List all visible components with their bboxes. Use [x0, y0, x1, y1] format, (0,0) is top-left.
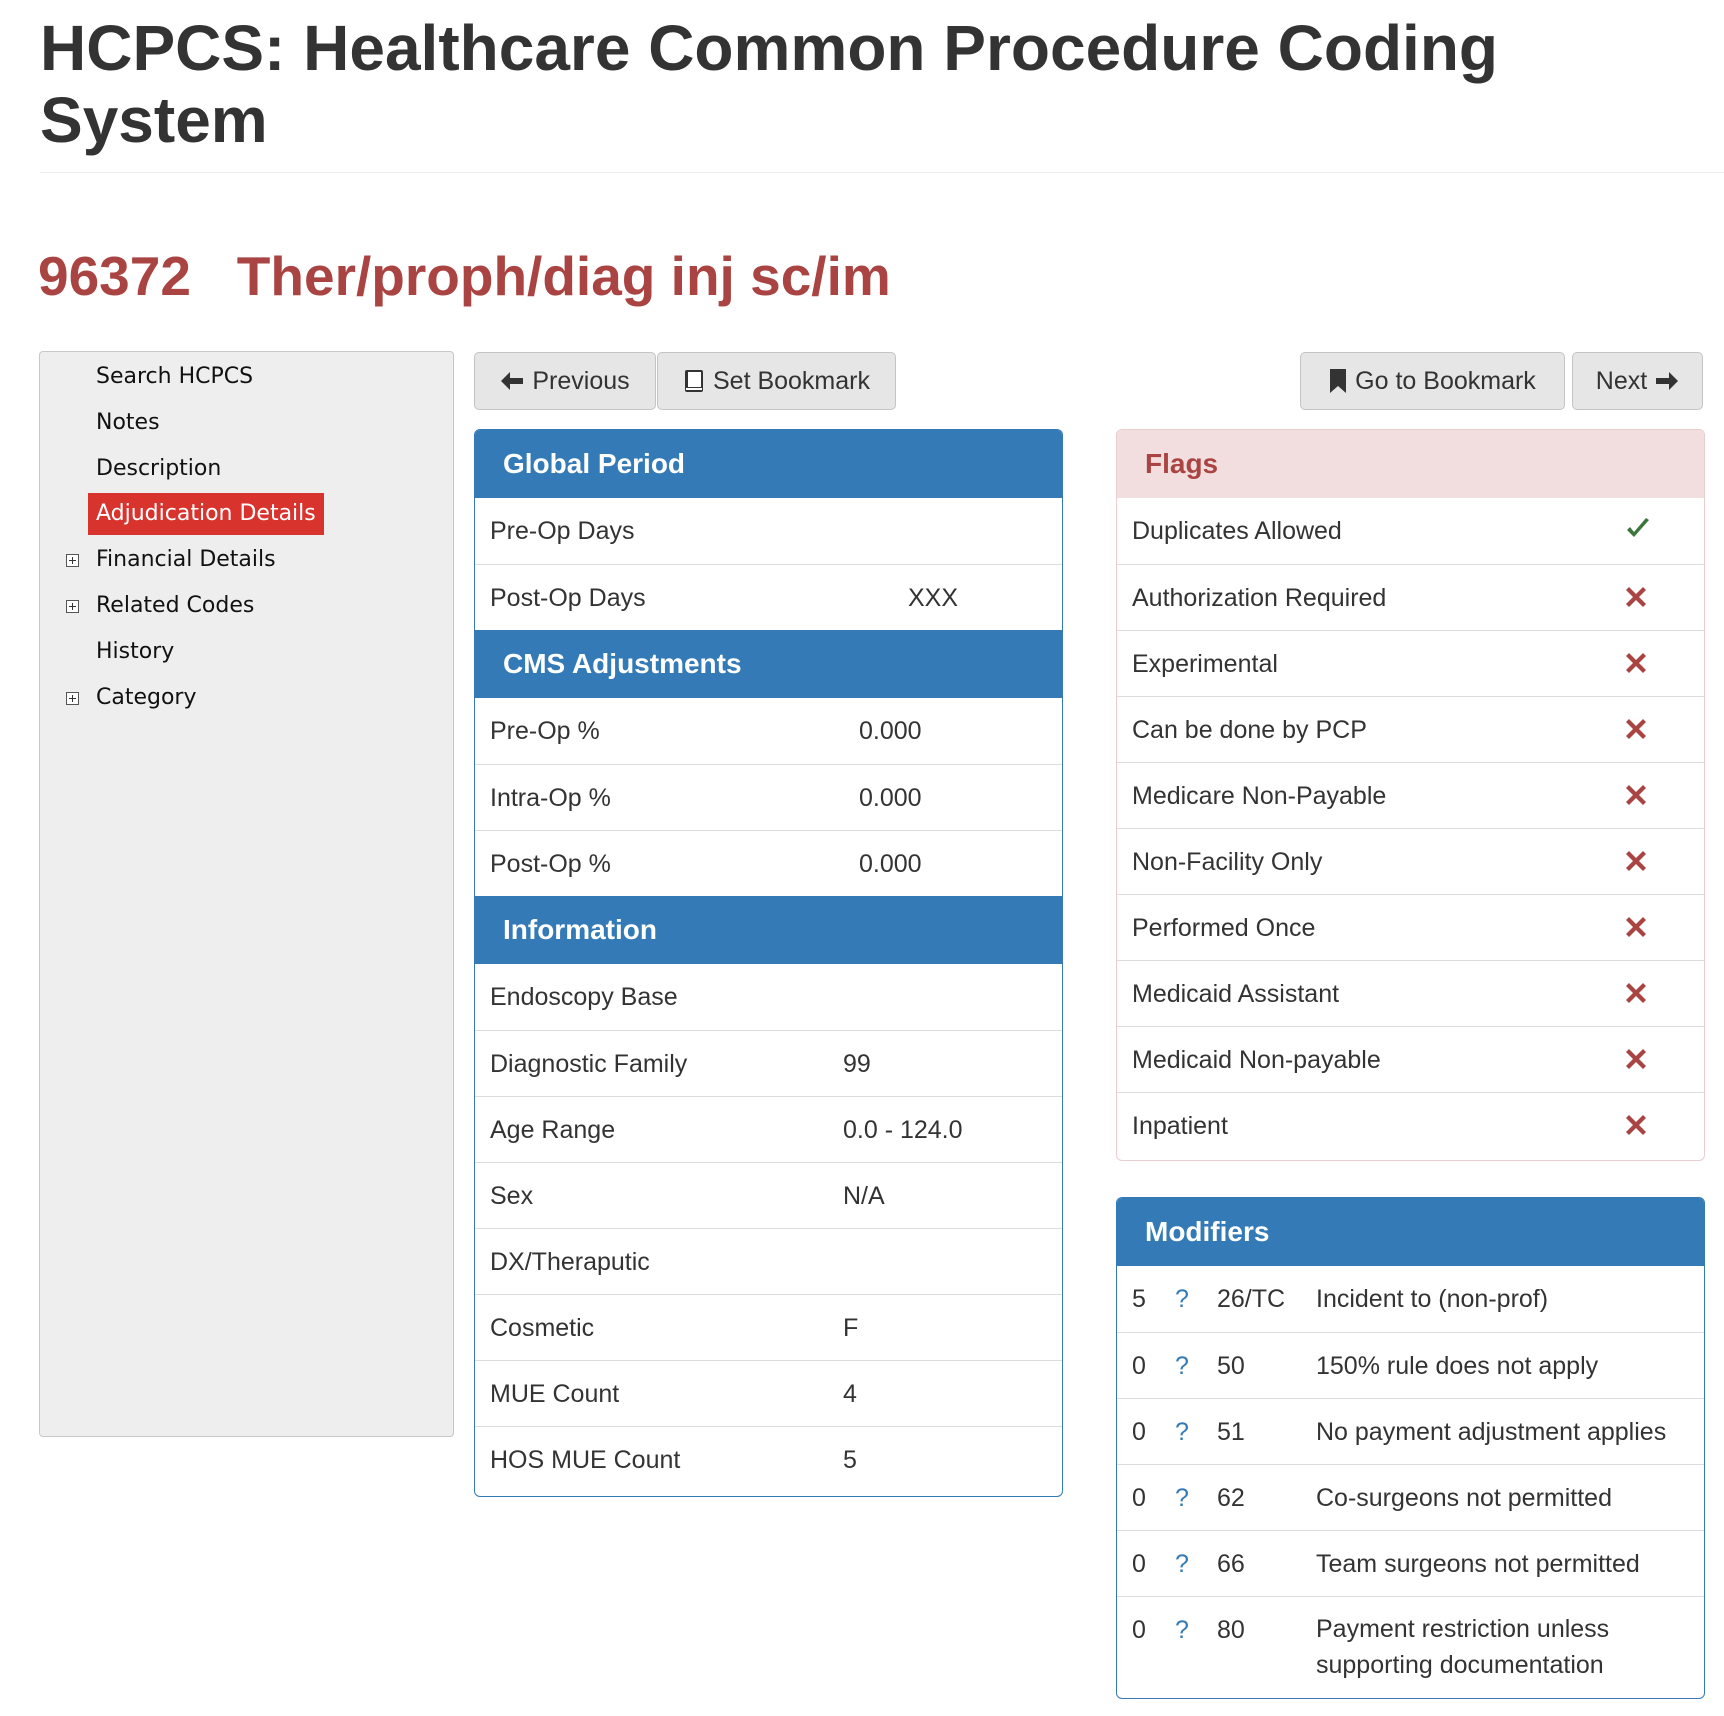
table-row [475, 1426, 1062, 1492]
flag-label: Performed Once [1132, 914, 1316, 942]
row-label: Sex [490, 1182, 534, 1210]
bookmark-icon [1329, 368, 1347, 394]
flag-row [1117, 498, 1704, 564]
modifier-count: 0 [1132, 1616, 1146, 1644]
flag-label: Non-Facility Only [1132, 848, 1323, 876]
sidebar-item-financial-details[interactable]: Financial Details [96, 547, 276, 572]
arrow-left-icon [500, 371, 524, 391]
previous-button-label: Previous [532, 366, 630, 395]
modifier-row [1117, 1398, 1704, 1464]
table-row [475, 1360, 1062, 1426]
modifier-count: 0 [1132, 1484, 1146, 1512]
go-to-bookmark-button[interactable] [1300, 352, 1565, 410]
adjudication-panel [474, 429, 1063, 1497]
expand-plus-icon[interactable] [66, 554, 79, 567]
flag-label: Inpatient [1132, 1112, 1228, 1140]
row-label: Post-Op Days [490, 584, 646, 612]
modifier-description: Co-surgeons not permitted [1316, 1484, 1612, 1512]
modifier-description: 150% rule does not apply [1316, 1352, 1599, 1380]
global-period-header: Global Period [475, 430, 1062, 498]
modifier-description: No payment adjustment applies [1316, 1418, 1667, 1446]
row-label: MUE Count [490, 1380, 620, 1408]
row-value: 0.000 [859, 850, 922, 878]
table-row [475, 498, 1062, 564]
cross-icon [1625, 718, 1647, 740]
flag-row [1117, 696, 1704, 762]
sidebar-item-description[interactable]: Description [96, 456, 222, 481]
row-label: Post-Op % [490, 850, 611, 878]
cms-adjustments-header: CMS Adjustments [475, 630, 1062, 698]
modifier-row [1117, 1596, 1704, 1698]
modifier-row [1117, 1530, 1704, 1596]
modifier-row [1117, 1266, 1704, 1332]
row-label: Cosmetic [490, 1314, 595, 1342]
flags-header: Flags [1117, 430, 1704, 498]
flag-row [1117, 1026, 1704, 1092]
row-value: 99 [843, 1050, 871, 1078]
table-row [475, 964, 1062, 1030]
row-label: Pre-Op % [490, 717, 600, 745]
table-row [475, 564, 1062, 630]
cross-icon [1625, 784, 1647, 806]
code-description: Ther/proph/diag inj sc/im [236, 245, 891, 307]
table-row [475, 1096, 1062, 1162]
next-button[interactable] [1572, 352, 1703, 410]
modifier-row [1117, 1332, 1704, 1398]
modifier-code: 26/TC [1217, 1285, 1286, 1313]
modifier-code: 51 [1217, 1418, 1245, 1446]
modifiers-header: Modifiers [1117, 1198, 1704, 1266]
row-label: Diagnostic Family [490, 1050, 688, 1078]
cross-icon [1625, 916, 1647, 938]
flag-row [1117, 630, 1704, 696]
row-label: Pre-Op Days [490, 517, 635, 545]
flag-row [1117, 762, 1704, 828]
cross-icon [1625, 850, 1647, 872]
code-heading [38, 240, 891, 312]
set-bookmark-button[interactable] [657, 352, 896, 410]
sidebar-item-category[interactable]: Category [96, 685, 197, 710]
title-divider [40, 172, 1724, 173]
flag-label: Can be done by PCP [1132, 716, 1367, 744]
set-bookmark-label: Set Bookmark [712, 366, 870, 395]
flag-label: Medicare Non-Payable [1132, 782, 1387, 810]
cross-icon [1625, 982, 1647, 1004]
sidebar-item-search-hcpcs[interactable]: Search HCPCS [96, 364, 254, 389]
row-value: N/A [843, 1182, 885, 1210]
expand-plus-icon[interactable] [66, 692, 79, 705]
row-label: DX/Theraputic [490, 1248, 650, 1276]
row-value: 4 [843, 1380, 857, 1408]
table-row [475, 830, 1062, 896]
help-icon[interactable]: ? [1175, 1484, 1189, 1512]
modifier-count: 0 [1132, 1550, 1146, 1578]
code-number: 96372 [38, 245, 191, 307]
cross-icon [1625, 1048, 1647, 1070]
flag-row [1117, 1092, 1704, 1158]
table-row [475, 1030, 1062, 1096]
modifier-code: 66 [1217, 1550, 1245, 1578]
sidebar-item-related-codes[interactable]: Related Codes [96, 593, 255, 618]
row-label: Intra-Op % [490, 784, 611, 812]
flag-label: Authorization Required [1132, 584, 1387, 612]
help-icon[interactable]: ? [1175, 1352, 1189, 1380]
table-row [475, 764, 1062, 830]
row-value: 0.000 [859, 784, 922, 812]
row-value: F [843, 1314, 859, 1342]
modifier-description [1316, 1611, 1609, 1683]
modifier-row [1117, 1464, 1704, 1530]
flag-label: Experimental [1132, 650, 1278, 678]
modifier-code: 50 [1217, 1352, 1245, 1380]
modifier-description: Incident to (non-prof) [1316, 1285, 1549, 1313]
row-value: 0.0 - 124.0 [843, 1116, 963, 1144]
modifier-code: 62 [1217, 1484, 1245, 1512]
table-row [475, 1162, 1062, 1228]
sidebar-item-history[interactable]: History [96, 639, 175, 664]
flag-label: Medicaid Assistant [1132, 980, 1340, 1008]
cross-icon [1625, 586, 1647, 608]
modifier-description: Team surgeons not permitted [1316, 1550, 1640, 1578]
flag-row [1117, 894, 1704, 960]
modifier-count: 0 [1132, 1418, 1146, 1446]
modifier-count: 0 [1132, 1352, 1146, 1380]
modifier-count: 5 [1132, 1285, 1146, 1313]
arrow-right-icon [1655, 371, 1679, 391]
table-row [475, 698, 1062, 764]
row-value: XXX [908, 584, 959, 612]
row-label: HOS MUE Count [490, 1446, 681, 1474]
flag-row [1117, 564, 1704, 630]
flag-row [1117, 960, 1704, 1026]
help-icon[interactable]: ? [1175, 1418, 1189, 1446]
flag-label: Duplicates Allowed [1132, 517, 1342, 545]
cross-icon [1625, 652, 1647, 674]
go-to-bookmark-label: Go to Bookmark [1355, 366, 1536, 395]
help-icon[interactable]: ? [1175, 1550, 1189, 1578]
sidebar-item-notes[interactable]: Notes [96, 410, 160, 435]
modifier-description-line: supporting documentation [1316, 1651, 1604, 1679]
sidebar-item-adjudication-details[interactable]: Adjudication Details [88, 493, 324, 535]
modifier-code: 80 [1217, 1616, 1245, 1644]
row-value: 0.000 [859, 717, 922, 745]
row-label: Endoscopy Base [490, 983, 678, 1011]
information-header: Information [475, 896, 1062, 964]
page-title: HCPCS: Healthcare Common Procedure Coding System [40, 12, 1498, 156]
next-button-label: Next [1595, 366, 1648, 395]
help-icon[interactable]: ? [1175, 1285, 1189, 1313]
book-icon [683, 369, 705, 393]
cross-icon [1625, 1114, 1647, 1136]
flag-row [1117, 828, 1704, 894]
modifier-description-line: Payment restriction unless [1316, 1615, 1610, 1643]
check-icon [1625, 517, 1651, 541]
table-row [475, 1294, 1062, 1360]
row-label: Age Range [490, 1116, 616, 1144]
expand-plus-icon[interactable] [66, 600, 79, 613]
previous-button[interactable] [474, 352, 656, 410]
table-row [475, 1228, 1062, 1294]
row-value: 5 [843, 1446, 857, 1474]
sidebar-nav [39, 351, 454, 1437]
modifiers-panel [1116, 1197, 1705, 1699]
flags-panel [1116, 429, 1705, 1161]
flag-label: Medicaid Non-payable [1132, 1046, 1381, 1074]
help-icon[interactable]: ? [1175, 1616, 1189, 1644]
